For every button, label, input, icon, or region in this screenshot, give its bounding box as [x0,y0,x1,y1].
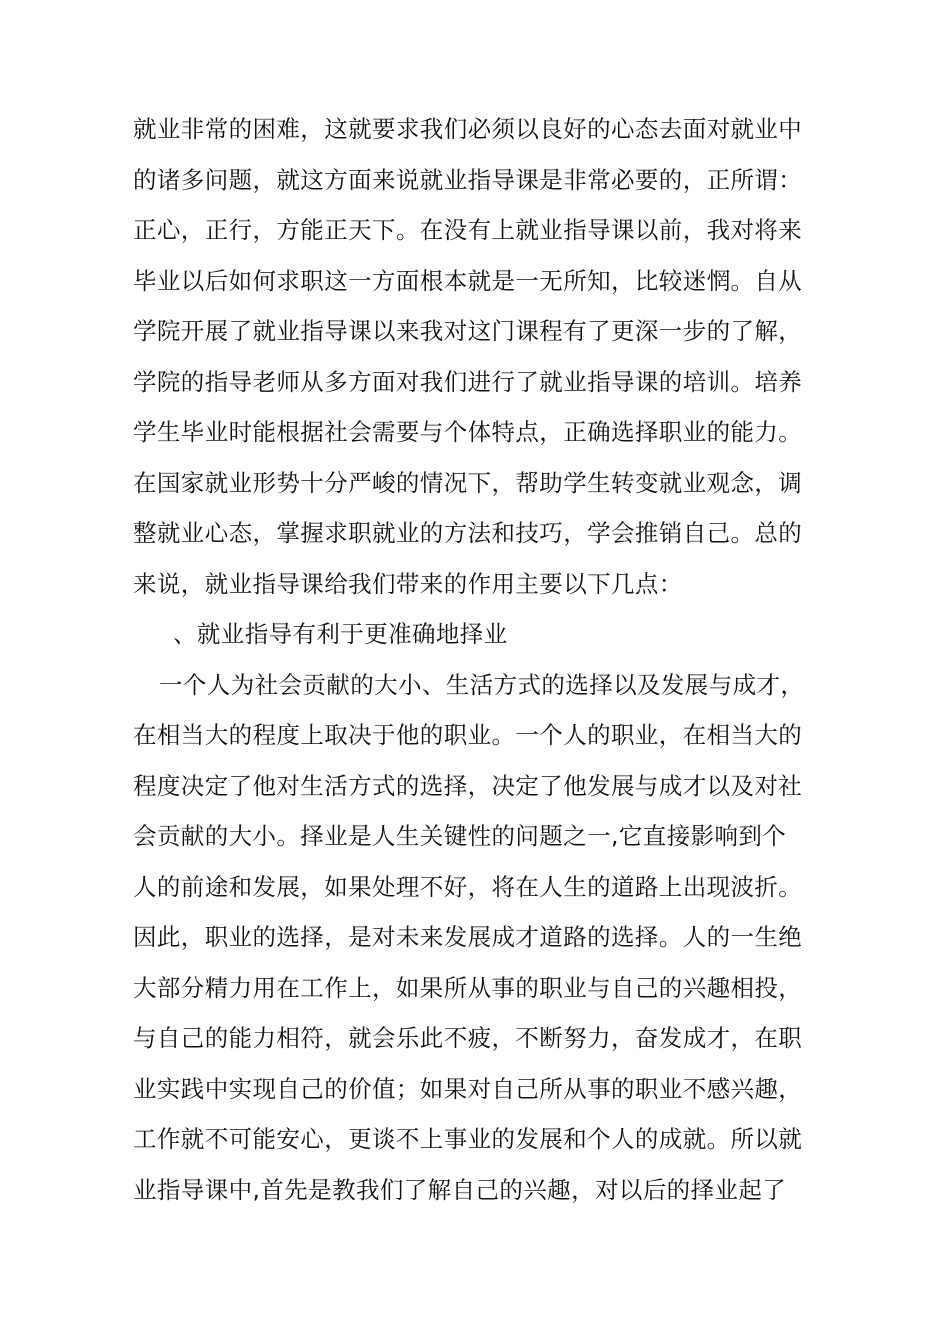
text-line: 正心，正行，方能正天下。在没有上就业指导课以前，我对将来 [133,216,803,244]
text-line: 工作就不可能安心，更谈不上事业的发展和个人的成就。所以就 [133,1125,803,1153]
text-line: 人的前途和发展，如果处理不好，将在人生的道路上出现波折。 [133,872,803,901]
text-line: 整就业心态，掌握求职就业的方法和技巧，学会推销自己。总的 [133,519,803,547]
text-line: 因此，职业的选择，是对未来发展成才道路的选择。人的一生绝 [133,923,803,951]
text-line: 就业非常的困难，这就要求我们必须以良好的心态去面对就业中 [133,115,803,143]
text-line: 业指导课中,首先是教我们了解自己的兴趣，对以后的择业起了 [133,1175,787,1204]
body-text [133,104,833,1215]
text-line: 在国家就业形势十分严峻的情况下，帮助学生转变就业观念，调 [133,468,803,497]
paragraph-first-line: 一个人为社会贡献的大小、生活方式的选择以及发展与成才， [159,670,805,699]
text-line: 大部分精力用在工作上，如果所从事的职业与自己的兴趣相投， [133,973,803,1002]
text-line: 业实践中实现自己的价值；如果对自己所从事的职业不感兴趣， [133,1074,803,1103]
text-line: 来说，就业指导课给我们带来的作用主要以下几点： [133,569,683,598]
text-line: 在相当大的程度上取决于他的职业。一个人的职业，在相当大的 [133,721,803,749]
text-line: 学生毕业时能根据社会需要与个体特点，正确选择职业的能力。 [133,418,803,446]
section-heading: 、就业指导有利于更准确地择业 [173,620,508,648]
text-line: 会贡献的大小。择业是人生关键性的问题之一,它直接影响到个 [133,822,787,850]
text-line: 毕业以后如何求职这一方面根本就是一无所知，比较迷惘。自从 [133,266,803,295]
text-line: 的诸多问题，就这方面来说就业指导课是非常必要的，正所谓： [133,165,803,194]
text-line: 学院开展了就业指导课以来我对这门课程有了更深一步的了解， [133,317,803,345]
text-line: 学院的指导老师从多方面对我们进行了就业指导课的培训。培养 [133,367,803,396]
text-line: 与自己的能力相符，就会乐此不疲，不断努力，奋发成才，在职 [133,1024,803,1052]
text-line: 程度决定了他对生活方式的选择，决定了他发展与成才以及对社 [133,771,803,800]
